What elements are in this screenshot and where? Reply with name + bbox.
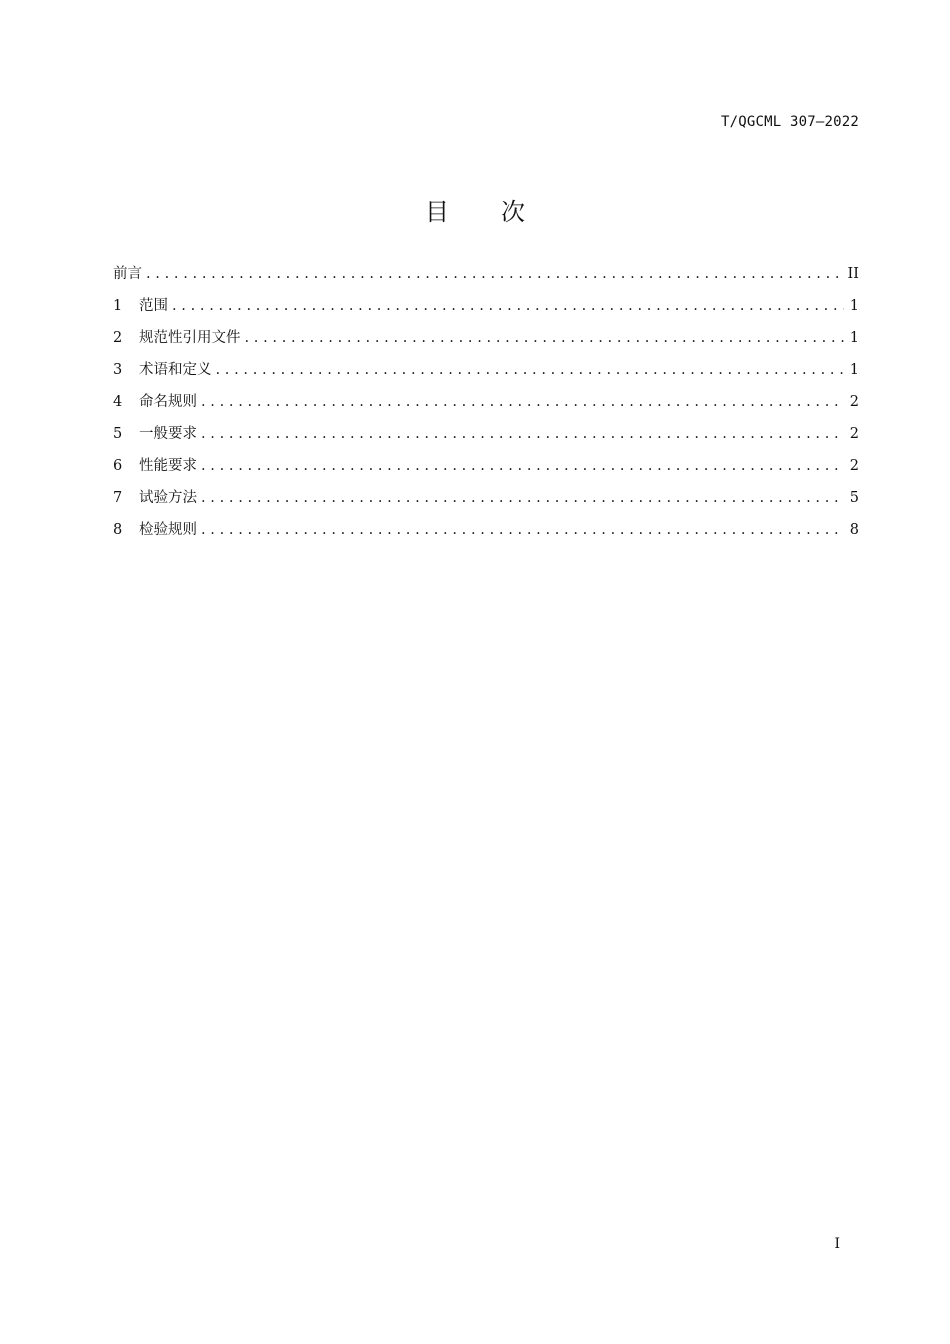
toc-entry-general-requirements[interactable] [113,422,859,454]
toc-leader-dots [201,426,844,442]
toc-entry-page: 2 [849,426,859,442]
toc-entry-scope[interactable] [113,294,859,326]
toc-entry-page: 2 [849,458,859,474]
toc-entry-page: 1 [849,330,859,346]
toc-entry-foreword[interactable] [113,262,859,294]
toc-leader-dots [201,490,844,506]
toc-entry-inspection-rules[interactable] [113,518,859,550]
toc-entry-page: 5 [849,490,859,506]
document-code: T/QGCML 307—2022 [720,114,859,130]
toc-entry-page: 2 [849,394,859,410]
toc-entry-number: 6 [113,458,123,474]
toc-entry-title: 范围 [139,298,168,314]
toc-leader-dots [146,266,842,282]
toc-entry-title: 一般要求 [139,426,197,442]
toc-entry-title: 术语和定义 [139,362,212,378]
toc-entry-number: 1 [113,298,123,314]
toc-leader-dots [216,362,844,378]
toc-entry-number: 3 [113,362,123,378]
toc-entry-title: 规范性引用文件 [139,330,241,346]
toc-entry-number: 4 [113,394,123,410]
toc-entry-title: 试验方法 [139,490,197,506]
toc-leader-dots [245,330,844,346]
toc-leader-dots [201,522,844,538]
toc-entry-test-methods[interactable] [113,486,859,518]
table-of-contents [113,262,859,550]
toc-entry-page: II [847,266,859,282]
toc-entry-number: 8 [113,522,123,538]
toc-entry-terms-definitions[interactable] [113,358,859,390]
toc-leader-dots [201,394,844,410]
page-number: I [834,1236,840,1252]
toc-entry-number: 7 [113,490,123,506]
toc-entry-title: 命名规则 [139,394,197,410]
toc-entry-title: 前言 [113,266,142,282]
toc-entry-title: 性能要求 [139,458,197,474]
toc-leader-dots [201,458,844,474]
toc-entry-title: 检验规则 [139,522,197,538]
toc-entry-page: 1 [849,298,859,314]
page-title: 目次 [425,198,577,226]
toc-entry-performance-requirements[interactable] [113,454,859,486]
toc-entry-page: 8 [849,522,859,538]
toc-entry-naming-rules[interactable] [113,390,859,422]
toc-leader-dots [172,298,844,314]
toc-entry-page: 1 [849,362,859,378]
toc-entry-number: 5 [113,426,123,442]
toc-entry-normative-references[interactable] [113,326,859,358]
toc-entry-number: 2 [113,330,123,346]
